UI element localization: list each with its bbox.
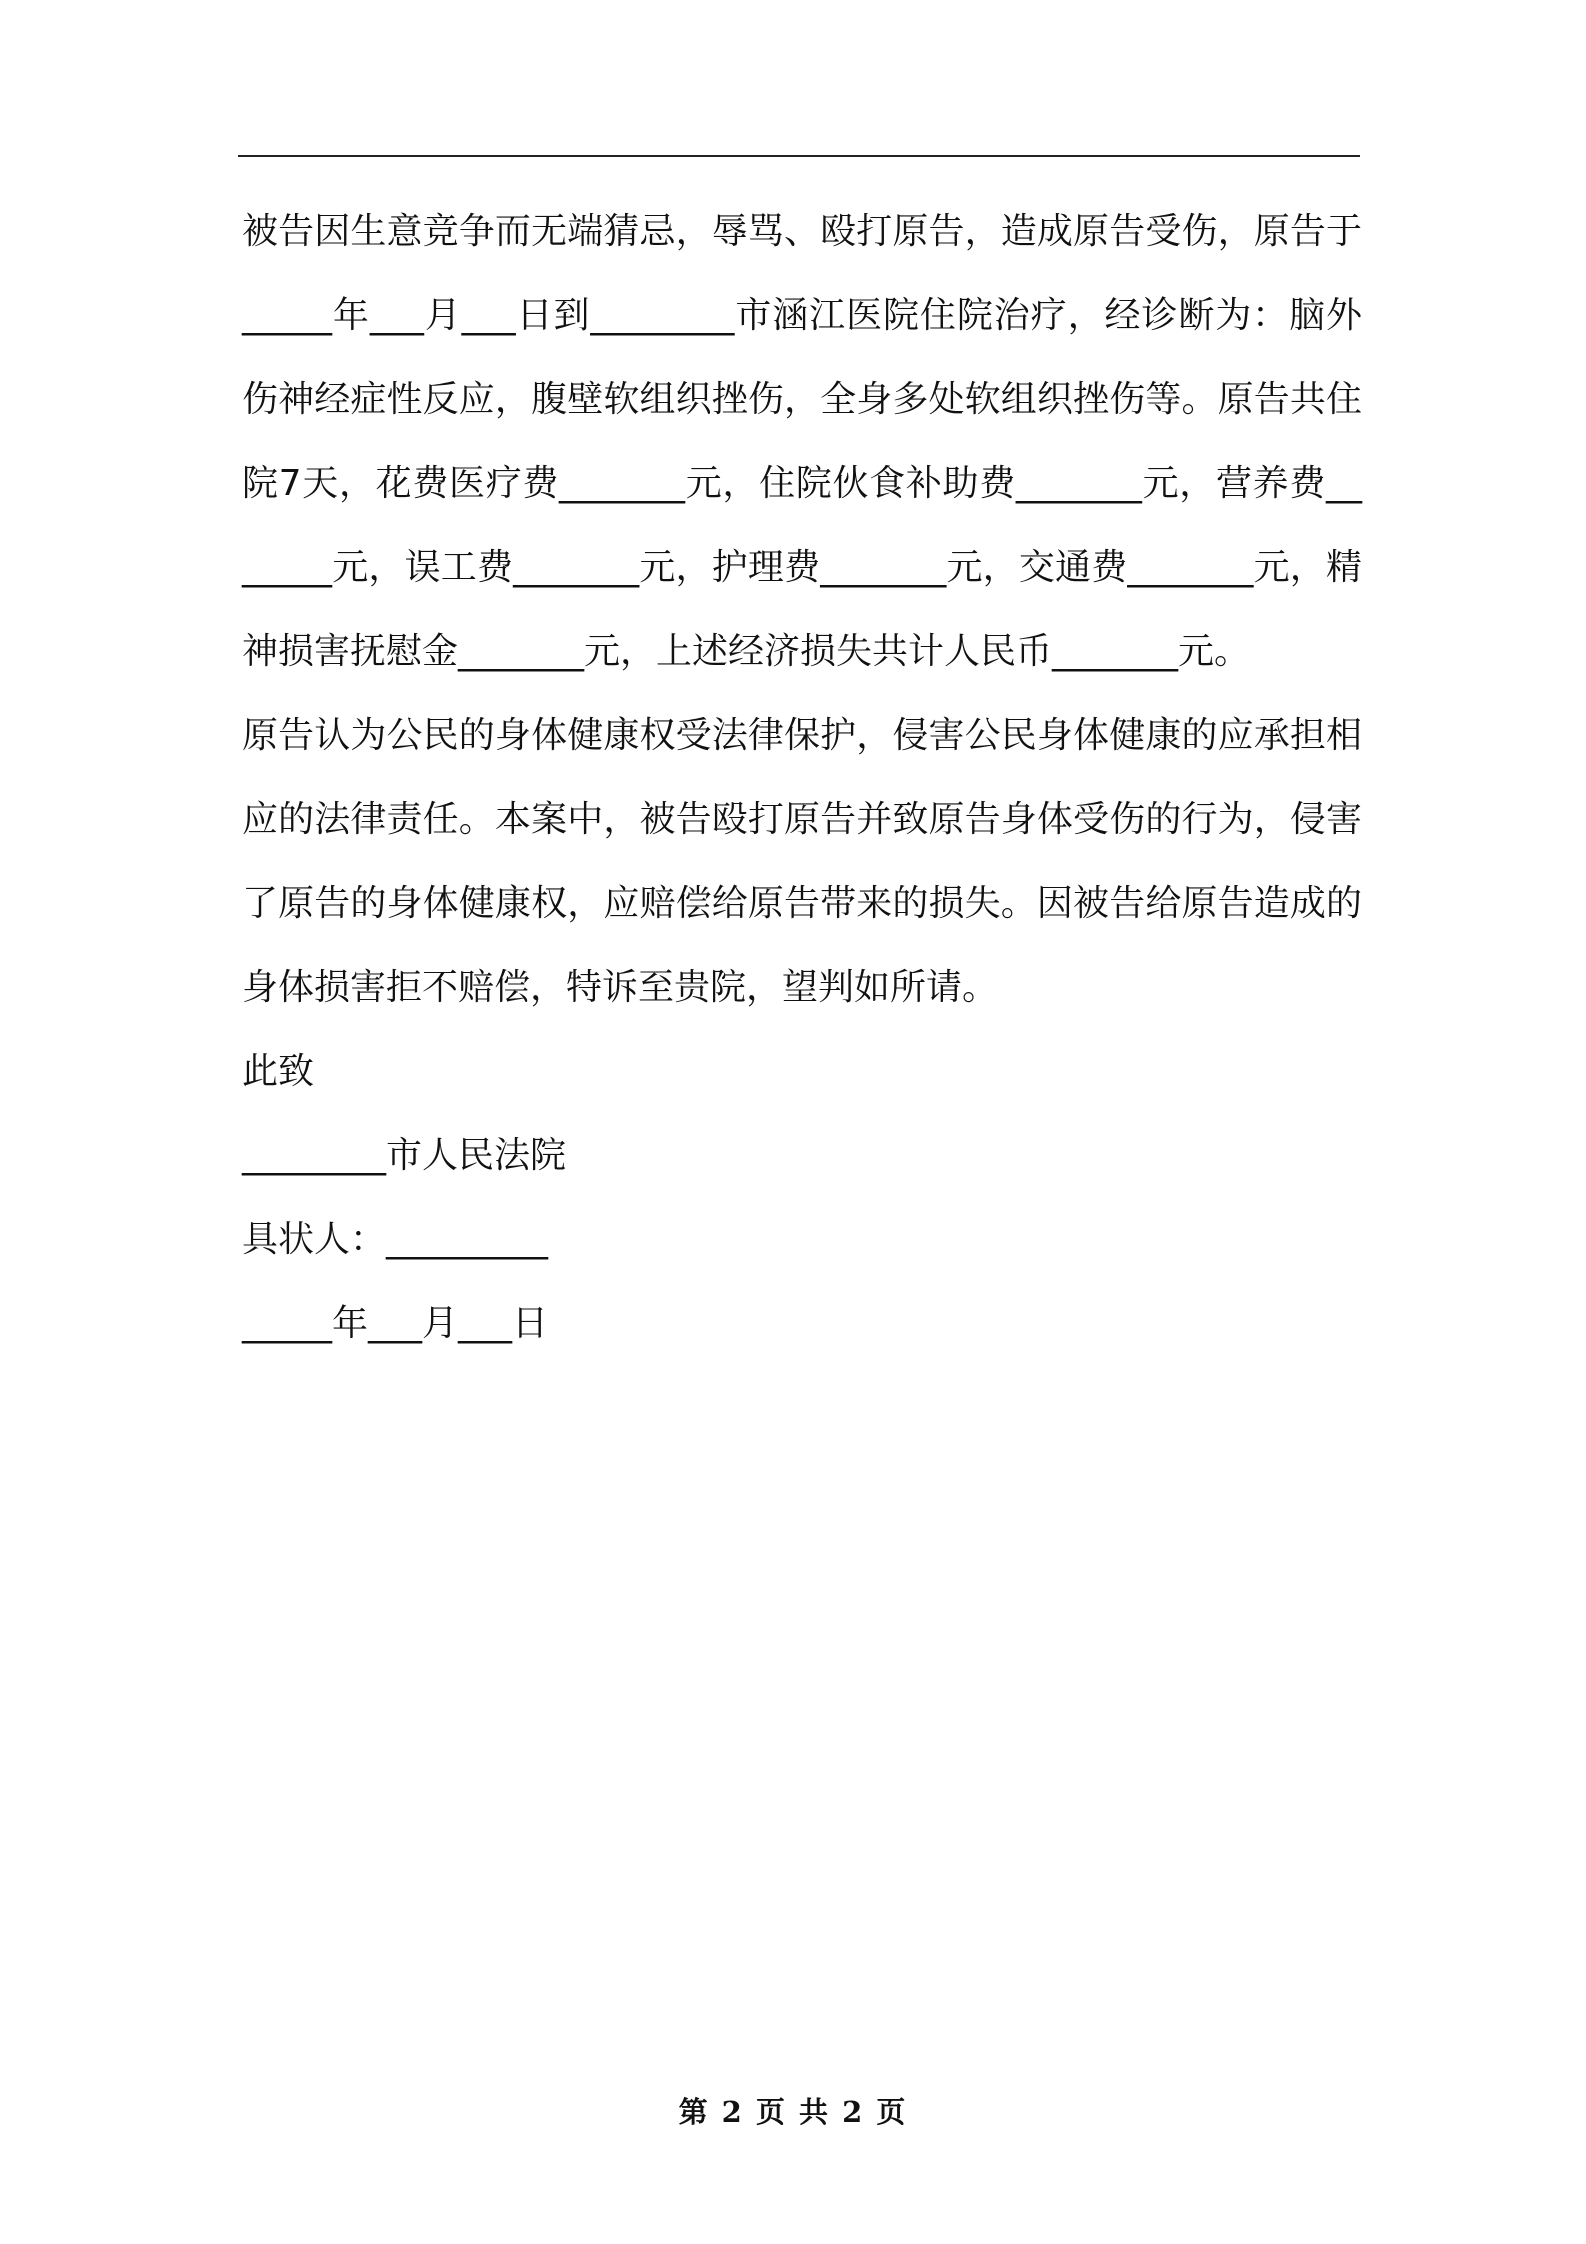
page-number-footer: 第 2 页 共 2 页 [678,2095,908,2129]
closing-salutation: 此致 [242,1051,315,1092]
signature-date: _____年___月___日 [242,1303,549,1344]
facts-paragraph: 被告因生意竞争而无端猜忌，辱骂、殴打原告，造成原告受伤，原告于_____年___月___日到________市涵江医院住院治疗，经诊断为：脑外伤神经症性反应，腹壁软组织挫伤，全身多处软组织挫伤等。原告共住院7天，花费医疗费_______元，住院伙食补助费_______元，营养费_______元，误工费_______元，护理费_______元，交通费_______元，精神损害抚慰金_______元，上述经济损失共计人民币_______元。 [242,211,1362,672]
header-divider [238,155,1360,157]
claims-paragraph: 原告认为公民的身体健康权受法律保护，侵害公民身体健康的应承担相应的法律责任。本案中，被告殴打原告并致原告身体受伤的行为，侵害了原告的身体健康权，应赔偿给原告带来的损失。因被告给原告造成的身体损害拒不赔偿，特诉至贵院，望判如所请。 [242,715,1362,1008]
court-name: ________市人民法院 [242,1135,567,1176]
document-body [242,190,1362,1366]
plaintiff-signature: 具状人：_________ [242,1219,549,1260]
